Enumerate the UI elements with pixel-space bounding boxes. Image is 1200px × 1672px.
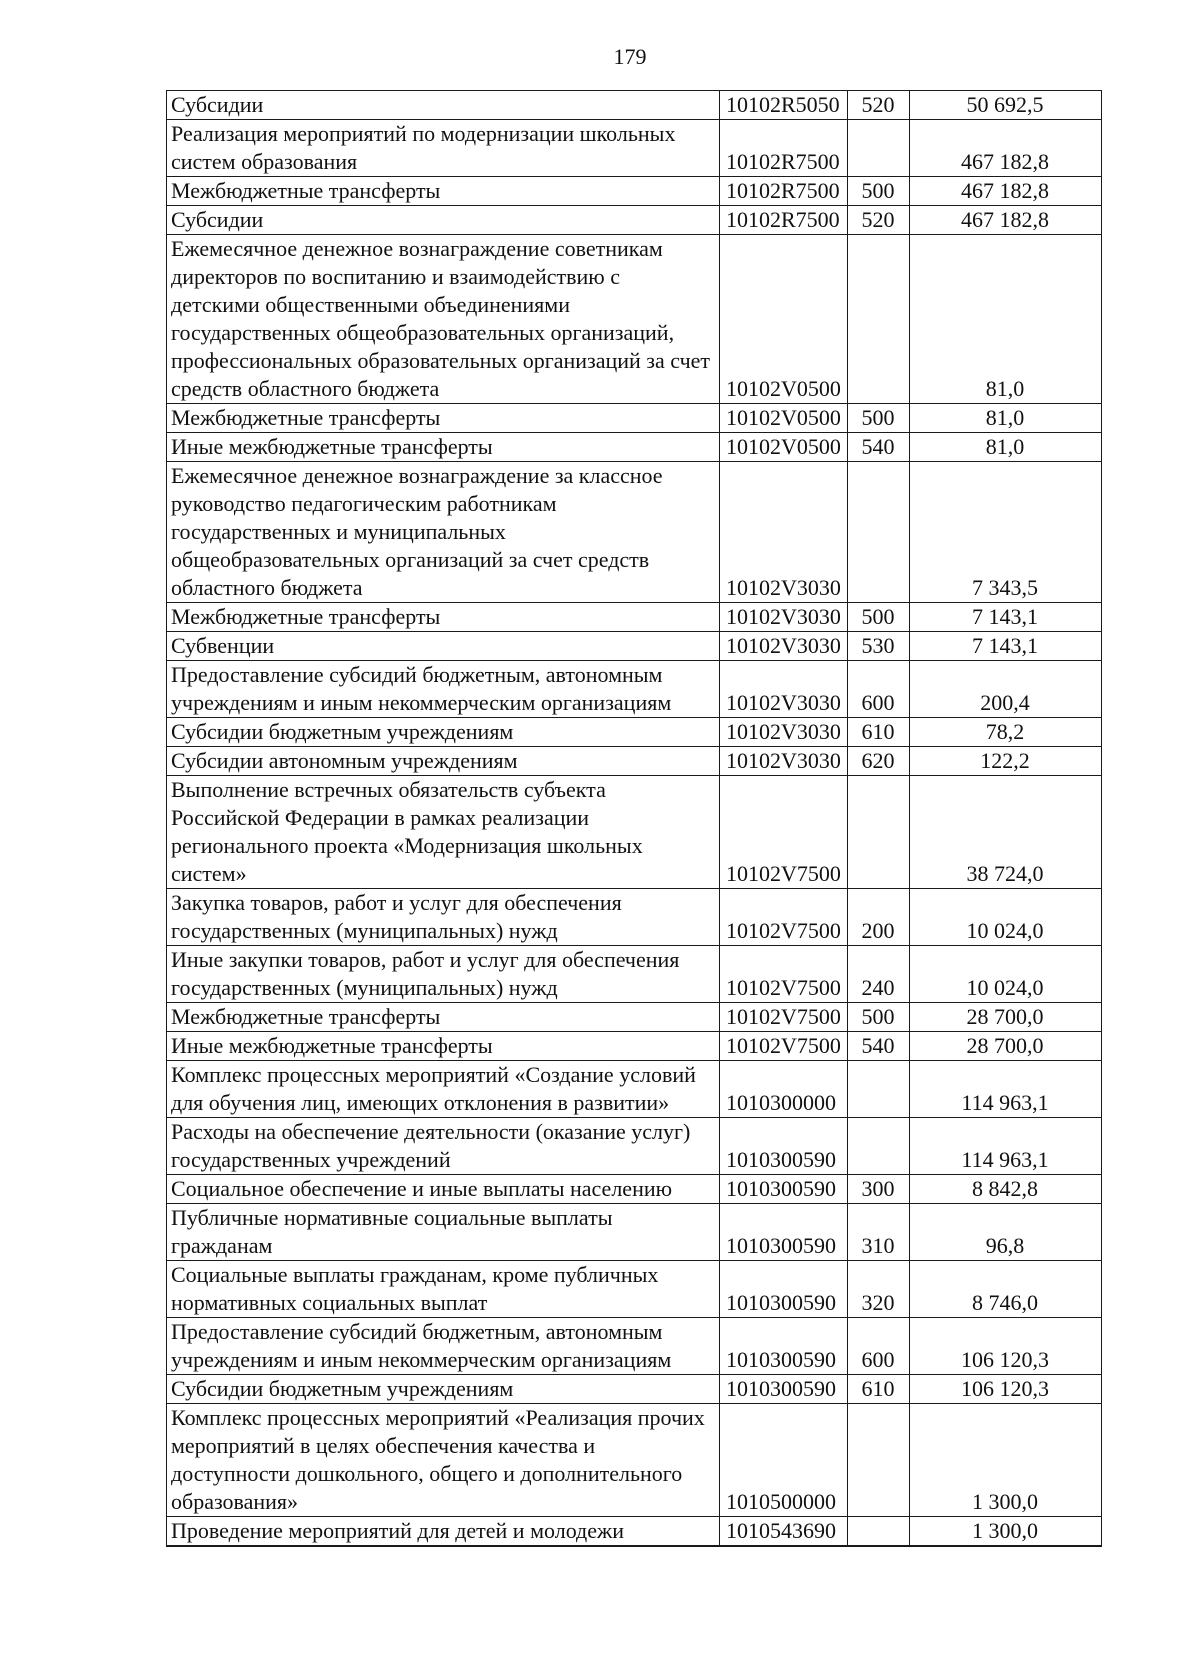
table-row [167, 1375, 1102, 1404]
row-expense-type-cell [848, 120, 910, 177]
page-number: 179 [613, 44, 647, 69]
row-code-cell: 10102V3030 [720, 632, 848, 661]
row-amount-cell: 114 963,1 [910, 1061, 1102, 1118]
row-code-cell: 1010543690 [720, 1517, 848, 1547]
row-name-cell: Иные межбюджетные трансферты [167, 433, 720, 462]
row-name-cell: Межбюджетные трансферты [167, 404, 720, 433]
table-body [167, 91, 1102, 1547]
row-name-cell: Реализация мероприятий по модернизации школьных систем образования [167, 120, 720, 177]
row-expense-type-cell: 530 [848, 632, 910, 661]
table-row [167, 91, 1102, 120]
row-expense-type-cell: 300 [848, 1175, 910, 1204]
table-row [167, 747, 1102, 776]
row-name-cell: Субсидии бюджетным учреждениям [167, 718, 720, 747]
table-row [167, 1318, 1102, 1375]
row-code-cell: 10102R7500 [720, 120, 848, 177]
table-row [167, 1204, 1102, 1261]
row-code-cell: 10102V3030 [720, 603, 848, 632]
row-code-cell: 10102R5050 [720, 91, 848, 120]
row-name-cell: Предоставление субсидий бюджетным, автономным учреждениям и иным некоммерческим организациям [167, 661, 720, 718]
row-name-cell: Проведение мероприятий для детей и молодежи [167, 1517, 720, 1547]
table-row [167, 235, 1102, 404]
row-expense-type-cell: 610 [848, 1375, 910, 1404]
row-expense-type-cell: 500 [848, 177, 910, 206]
row-amount-cell: 467 182,8 [910, 120, 1102, 177]
row-name-cell: Ежемесячное денежное вознаграждение за классное руководство педагогическим работникам государственных и муниципальных общеобразовательных организаций за счет средств областного бюджета [167, 462, 720, 603]
row-code-cell: 1010300590 [720, 1375, 848, 1404]
row-code-cell: 10102V3030 [720, 462, 848, 603]
row-name-cell: Субсидии [167, 91, 720, 120]
row-expense-type-cell [848, 235, 910, 404]
table-row [167, 120, 1102, 177]
row-code-cell: 10102V7500 [720, 1032, 848, 1061]
row-code-cell: 10102V7500 [720, 889, 848, 946]
row-name-cell: Межбюджетные трансферты [167, 1003, 720, 1032]
row-code-cell: 1010300590 [720, 1204, 848, 1261]
row-amount-cell: 10 024,0 [910, 946, 1102, 1003]
row-name-cell: Субсидии бюджетным учреждениям [167, 1375, 720, 1404]
row-code-cell: 10102R7500 [720, 177, 848, 206]
row-expense-type-cell [848, 776, 910, 889]
table-row [167, 1003, 1102, 1032]
row-expense-type-cell [848, 462, 910, 603]
row-expense-type-cell: 540 [848, 1032, 910, 1061]
table-row [167, 404, 1102, 433]
row-code-cell: 10102V3030 [720, 747, 848, 776]
row-name-cell: Социальное обеспечение и иные выплаты населению [167, 1175, 720, 1204]
row-amount-cell: 1 300,0 [910, 1404, 1102, 1517]
row-expense-type-cell: 200 [848, 889, 910, 946]
table-row [167, 1061, 1102, 1118]
row-code-cell: 1010300000 [720, 1061, 848, 1118]
row-code-cell: 10102V7500 [720, 776, 848, 889]
row-expense-type-cell: 500 [848, 1003, 910, 1032]
row-name-cell: Социальные выплаты гражданам, кроме публичных нормативных социальных выплат [167, 1261, 720, 1318]
row-amount-cell: 7 143,1 [910, 603, 1102, 632]
row-expense-type-cell: 320 [848, 1261, 910, 1318]
row-expense-type-cell: 520 [848, 91, 910, 120]
row-amount-cell: 10 024,0 [910, 889, 1102, 946]
table-row [167, 1517, 1102, 1547]
row-code-cell: 10102V0500 [720, 433, 848, 462]
table-row [167, 1404, 1102, 1517]
row-code-cell: 1010300590 [720, 1175, 848, 1204]
row-code-cell: 10102V0500 [720, 235, 848, 404]
row-code-cell: 10102R7500 [720, 206, 848, 235]
table-row [167, 946, 1102, 1003]
row-amount-cell: 8 842,8 [910, 1175, 1102, 1204]
row-amount-cell: 28 700,0 [910, 1003, 1102, 1032]
row-code-cell: 10102V7500 [720, 1003, 848, 1032]
table-row [167, 661, 1102, 718]
row-name-cell: Предоставление субсидий бюджетным, автономным учреждениям и иным некоммерческим организациям [167, 1318, 720, 1375]
row-amount-cell: 1 300,0 [910, 1517, 1102, 1547]
row-amount-cell: 96,8 [910, 1204, 1102, 1261]
table-row [167, 776, 1102, 889]
row-expense-type-cell [848, 1404, 910, 1517]
row-amount-cell: 200,4 [910, 661, 1102, 718]
table-row [167, 177, 1102, 206]
table-row [167, 603, 1102, 632]
row-code-cell: 10102V3030 [720, 718, 848, 747]
row-amount-cell: 81,0 [910, 235, 1102, 404]
row-name-cell: Ежемесячное денежное вознаграждение советникам директоров по воспитанию и взаимодействию с детскими общественными объединениями государственных общеобразовательных организаций, профессиональных образовательных организаций за счет средств областного бюджета [167, 235, 720, 404]
row-name-cell: Закупка товаров, работ и услуг для обеспечения государственных (муниципальных) нужд [167, 889, 720, 946]
row-amount-cell: 38 724,0 [910, 776, 1102, 889]
row-amount-cell: 50 692,5 [910, 91, 1102, 120]
table-row [167, 1175, 1102, 1204]
row-code-cell: 10102V0500 [720, 404, 848, 433]
row-amount-cell: 467 182,8 [910, 206, 1102, 235]
row-expense-type-cell: 600 [848, 1318, 910, 1375]
row-expense-type-cell [848, 1118, 910, 1175]
row-amount-cell: 81,0 [910, 433, 1102, 462]
row-amount-cell: 122,2 [910, 747, 1102, 776]
table-row [167, 433, 1102, 462]
row-amount-cell: 78,2 [910, 718, 1102, 747]
row-amount-cell: 8 746,0 [910, 1261, 1102, 1318]
row-code-cell: 10102V7500 [720, 946, 848, 1003]
row-amount-cell: 81,0 [910, 404, 1102, 433]
row-expense-type-cell: 610 [848, 718, 910, 747]
row-name-cell: Иные закупки товаров, работ и услуг для обеспечения государственных (муниципальных) нужд [167, 946, 720, 1003]
row-code-cell: 1010300590 [720, 1261, 848, 1318]
row-amount-cell: 467 182,8 [910, 177, 1102, 206]
row-name-cell: Выполнение встречных обязательств субъекта Российской Федерации в рамках реализации регионального проекта «Модернизация школьных систем» [167, 776, 720, 889]
table-row [167, 632, 1102, 661]
row-expense-type-cell: 620 [848, 747, 910, 776]
row-name-cell: Межбюджетные трансферты [167, 177, 720, 206]
table-row [167, 1118, 1102, 1175]
table-row [167, 718, 1102, 747]
budget-table [166, 90, 1102, 1547]
row-amount-cell: 106 120,3 [910, 1375, 1102, 1404]
row-amount-cell: 114 963,1 [910, 1118, 1102, 1175]
row-amount-cell: 7 343,5 [910, 462, 1102, 603]
row-expense-type-cell: 240 [848, 946, 910, 1003]
row-name-cell: Комплекс процессных мероприятий «Реализация прочих мероприятий в целях обеспечения качества и доступности дошкольного, общего и дополнительного образования» [167, 1404, 720, 1517]
row-amount-cell: 28 700,0 [910, 1032, 1102, 1061]
table-row [167, 1032, 1102, 1061]
table-row [167, 206, 1102, 235]
row-name-cell: Субвенции [167, 632, 720, 661]
row-expense-type-cell [848, 1517, 910, 1547]
row-expense-type-cell: 600 [848, 661, 910, 718]
table-row [167, 1261, 1102, 1318]
row-name-cell: Субсидии автономным учреждениям [167, 747, 720, 776]
row-code-cell: 1010300590 [720, 1318, 848, 1375]
row-name-cell: Расходы на обеспечение деятельности (оказание услуг) государственных учреждений [167, 1118, 720, 1175]
row-code-cell: 1010500000 [720, 1404, 848, 1517]
row-expense-type-cell: 520 [848, 206, 910, 235]
row-amount-cell: 7 143,1 [910, 632, 1102, 661]
row-expense-type-cell: 500 [848, 603, 910, 632]
row-expense-type-cell: 540 [848, 433, 910, 462]
row-code-cell: 1010300590 [720, 1118, 848, 1175]
row-name-cell: Комплекс процессных мероприятий «Создание условий для обучения лиц, имеющих отклонения в развитии» [167, 1061, 720, 1118]
row-code-cell: 10102V3030 [720, 661, 848, 718]
row-expense-type-cell: 310 [848, 1204, 910, 1261]
row-name-cell: Субсидии [167, 206, 720, 235]
row-name-cell: Публичные нормативные социальные выплаты гражданам [167, 1204, 720, 1261]
row-amount-cell: 106 120,3 [910, 1318, 1102, 1375]
row-expense-type-cell [848, 1061, 910, 1118]
row-name-cell: Иные межбюджетные трансферты [167, 1032, 720, 1061]
row-expense-type-cell: 500 [848, 404, 910, 433]
table-row [167, 889, 1102, 946]
row-name-cell: Межбюджетные трансферты [167, 603, 720, 632]
table-row [167, 462, 1102, 603]
